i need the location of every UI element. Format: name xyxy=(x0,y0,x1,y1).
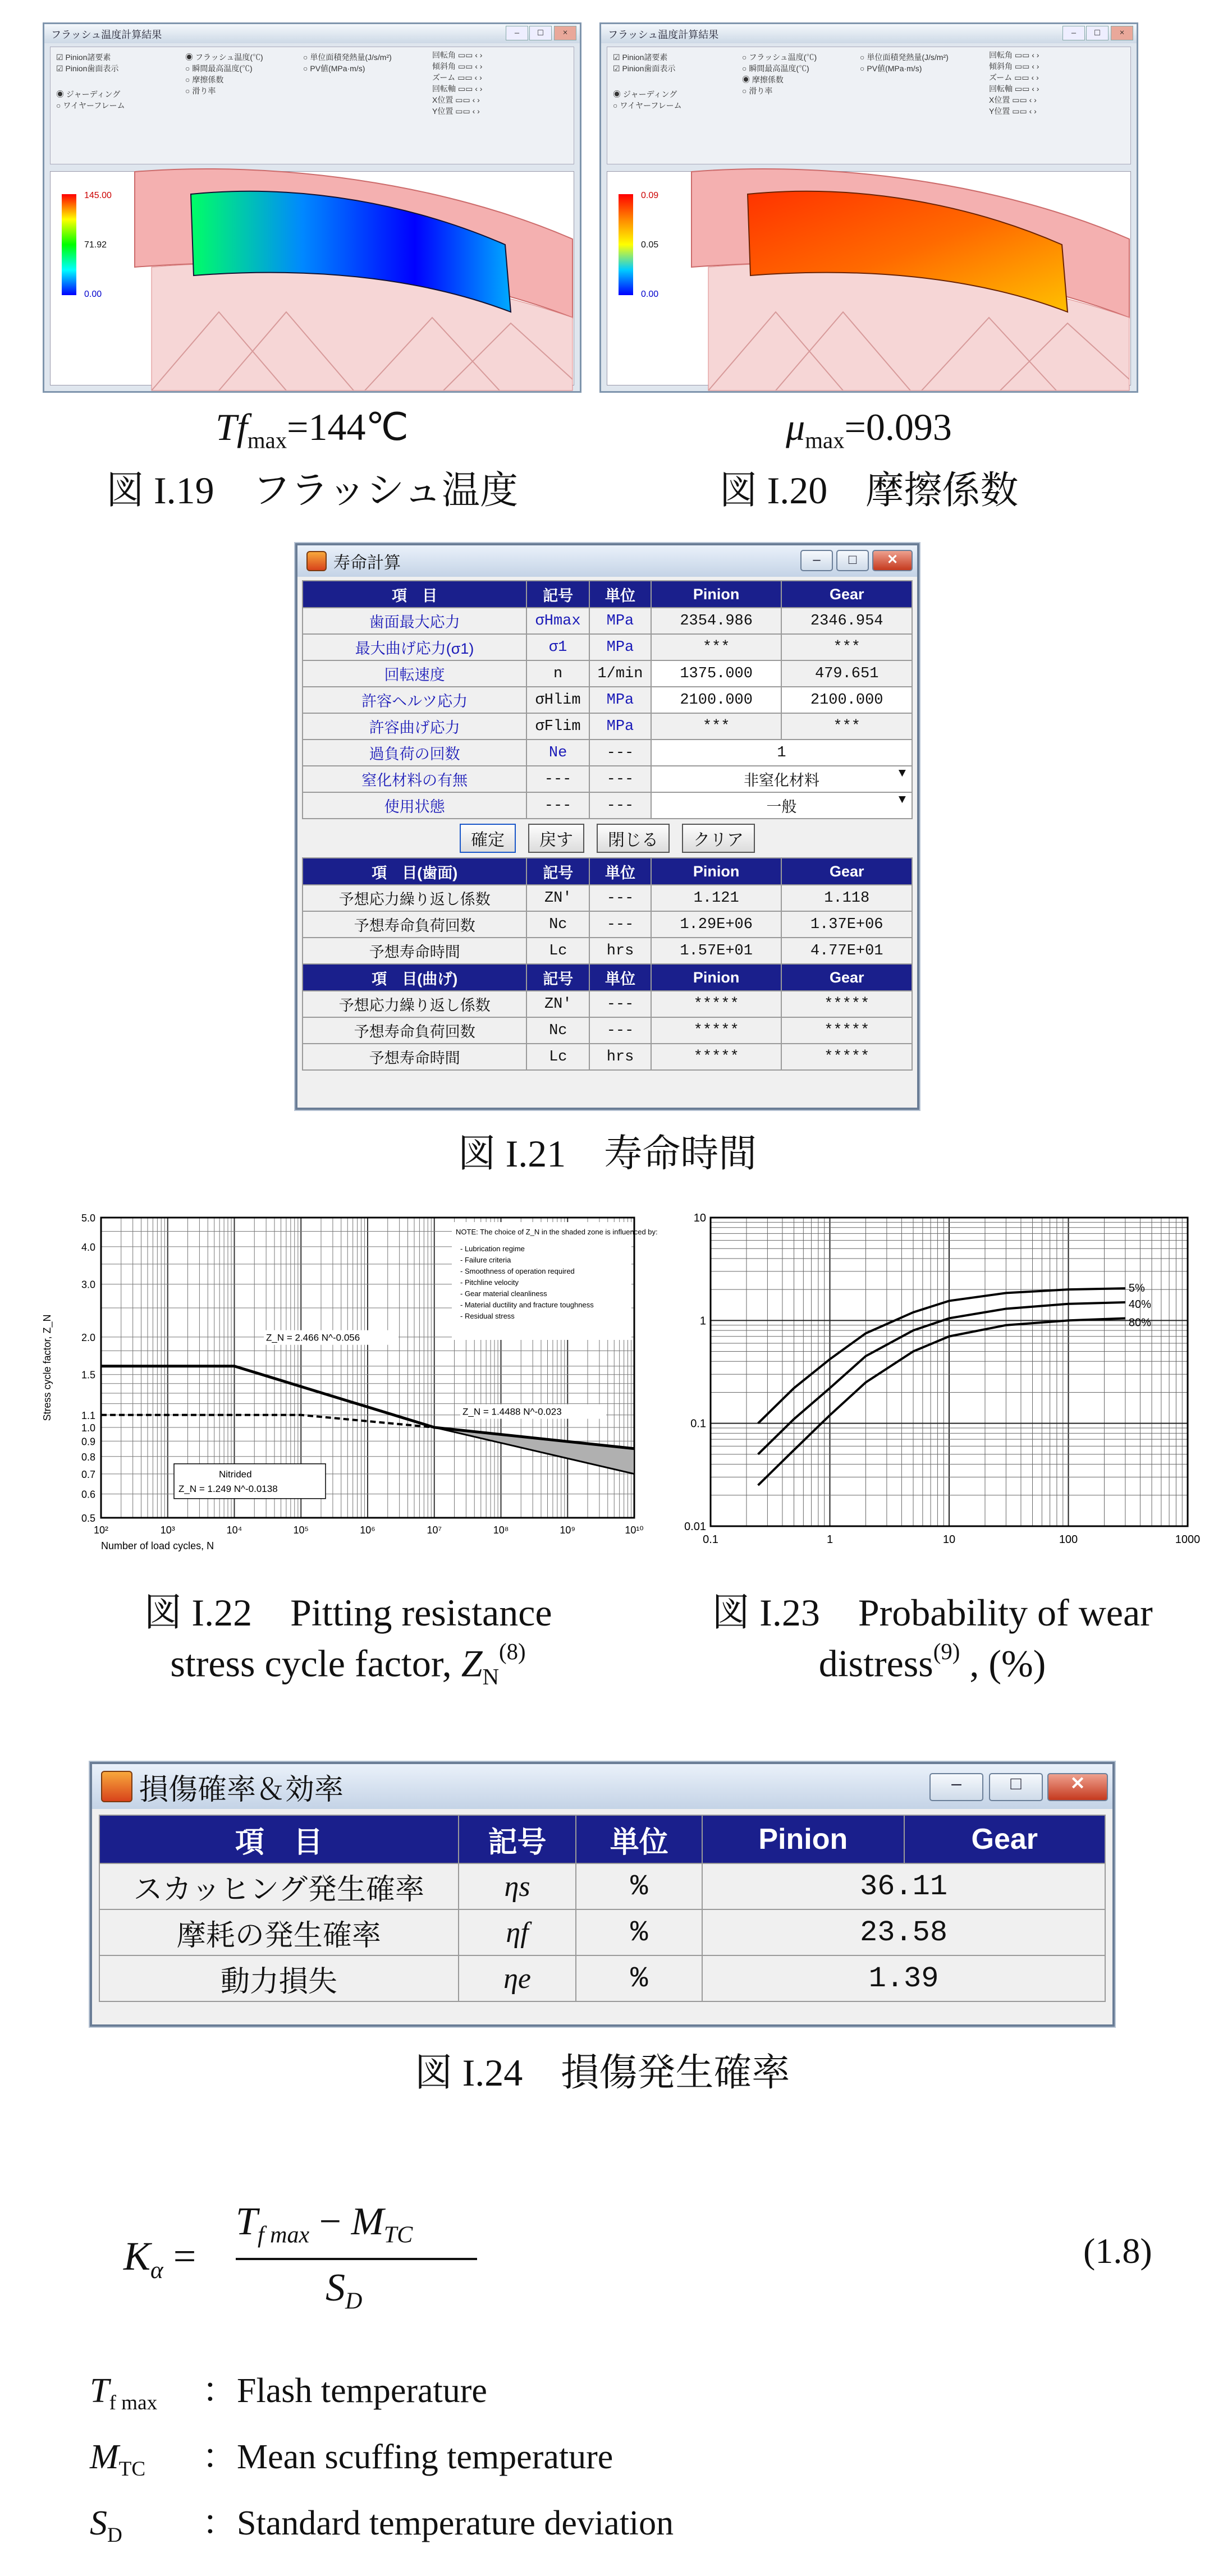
fig23-caption-line2: distress$^{(9)}$ , (%) xyxy=(818,1639,1046,1685)
col-item: 項 目 xyxy=(303,581,526,608)
param-y[interactable]: Y位置 ▭▭ ‹ › xyxy=(432,107,480,116)
table-row xyxy=(303,660,912,687)
table-row xyxy=(303,885,912,911)
scale-mid: 71.92 xyxy=(84,240,107,250)
window-title: フラッシュ温度計算結果 xyxy=(601,24,1137,43)
fig20-value: $\mu_{max}=0.093$ xyxy=(786,406,952,453)
nitrided-select[interactable]: 非窒化材料 ▼ xyxy=(651,766,912,792)
pitting-chart xyxy=(34,1206,658,1554)
damage-table xyxy=(99,1815,1106,2002)
x-tick-label: 10⁴ xyxy=(226,1525,242,1536)
minimize-button[interactable]: – xyxy=(800,550,833,571)
gear-value: ***** xyxy=(781,991,912,1017)
row-unit: MPa xyxy=(589,687,651,713)
param-x[interactable]: X位置 ▭▭ ‹ › xyxy=(989,95,1037,104)
table-row xyxy=(99,1863,1105,1909)
row-label: 歯面最大応力 xyxy=(303,608,526,634)
scuffing-probability-value: 36.11 xyxy=(702,1863,1105,1909)
option-peak-temp[interactable]: ○ 瞬間最高温度(℃) xyxy=(185,64,253,73)
gear-value: 1.37E+06 xyxy=(781,911,912,938)
row-label: 窒化材料の有無 xyxy=(303,766,526,792)
table-row xyxy=(303,608,912,634)
window-title: フラッシュ温度計算結果 xyxy=(44,24,580,43)
note-item: - Failure criteria xyxy=(460,1256,511,1264)
fig24-caption: 図 I.24 損傷発生確率 xyxy=(414,2051,790,2094)
param-y[interactable]: Y位置 ▭▭ ‹ › xyxy=(989,107,1037,116)
x-tick-label: 10² xyxy=(93,1525,109,1536)
clear-button[interactable]: クリア xyxy=(682,824,755,853)
option-slip[interactable]: ○ 滑り率 xyxy=(742,86,773,95)
close-button[interactable]: ✕ xyxy=(1047,1773,1108,1801)
y-tick-label: 0.9 xyxy=(81,1436,95,1448)
row-unit: hrs xyxy=(589,1044,651,1070)
row-symbol: σHmax xyxy=(526,608,589,634)
pinion-value: *** xyxy=(651,713,782,740)
pinion-value: ***** xyxy=(651,991,782,1017)
gear-hertz-input[interactable]: 2100.000 xyxy=(781,687,912,713)
y-tick-label: 0.6 xyxy=(81,1489,95,1500)
y-tick-label: 10 xyxy=(693,1212,706,1224)
close-button[interactable]: × xyxy=(1111,26,1133,40)
table-row xyxy=(303,792,912,819)
row-unit: % xyxy=(576,1863,702,1909)
row-unit: % xyxy=(576,1909,702,1955)
y-tick-label: 1.1 xyxy=(81,1409,95,1421)
pinion-value: ***** xyxy=(651,1017,782,1044)
face-life-table xyxy=(302,857,913,1071)
x-tick-label: 1000 xyxy=(1175,1533,1201,1546)
note-item: - Gear material cleanliness xyxy=(460,1289,547,1298)
confirm-button[interactable]: 確定 xyxy=(460,824,516,853)
friction-window xyxy=(599,22,1138,393)
option-friction[interactable]: ◉ 摩擦係数 xyxy=(742,75,784,84)
x-tick-label: 1 xyxy=(826,1533,833,1546)
option-pinion-surface[interactable]: ☑ Pinion歯面表示 xyxy=(613,64,676,73)
table-row xyxy=(99,1909,1105,1955)
row-symbol: ηe xyxy=(459,1955,576,2001)
table-row xyxy=(303,634,912,660)
y-tick-label: 1 xyxy=(699,1315,706,1328)
damage-probability-window xyxy=(90,1762,1115,2027)
row-symbol: --- xyxy=(526,792,589,819)
y-tick-label: 0.01 xyxy=(684,1521,706,1533)
row-label: 摩耗の発生確率 xyxy=(99,1909,459,1955)
option-pv[interactable]: ○ PV値(MPa·m/s) xyxy=(303,64,365,73)
row-label: 許容ヘルツ応力 xyxy=(303,687,526,713)
table-header xyxy=(303,581,912,608)
row-symbol: ηf xyxy=(459,1909,576,1955)
table-row xyxy=(303,991,912,1017)
minimize-button[interactable]: – xyxy=(929,1773,983,1801)
equation-1-8 xyxy=(123,2200,516,2329)
row-label: 予想応力繰り返し係数 xyxy=(303,991,526,1017)
y-tick-label: 0.1 xyxy=(690,1417,706,1430)
gear-value: 1.118 xyxy=(781,885,912,911)
gear-tooth-surface xyxy=(51,172,577,389)
series-label: 80% xyxy=(1128,1316,1151,1329)
col-gear: Gear xyxy=(781,858,912,885)
eq-label: Z_N = 1.4488 N^-0.023 xyxy=(462,1406,562,1417)
option-heat[interactable]: ○ 単位面積発熱量(J/s/m²) xyxy=(860,53,949,62)
param-tilt[interactable]: 傾斜角 ▭▭ ‹ › xyxy=(989,62,1039,71)
row-label: 回転速度 xyxy=(303,660,526,687)
row-symbol: σHlim xyxy=(526,687,589,713)
display-options-panel xyxy=(50,47,574,164)
y-tick-label: 5.0 xyxy=(81,1213,95,1224)
col-symbol: 記号 xyxy=(526,964,589,991)
series-label: 40% xyxy=(1128,1298,1151,1311)
row-unit: --- xyxy=(589,1017,651,1044)
col-gear: Gear xyxy=(781,581,912,608)
app-icon xyxy=(101,1771,132,1802)
param-rotation[interactable]: 回転角 ▭▭ ‹ › xyxy=(432,50,483,59)
y-tick-label: 3.0 xyxy=(81,1279,95,1291)
close-button[interactable]: × xyxy=(554,26,576,40)
table-row xyxy=(303,938,912,964)
col-unit: 単位 xyxy=(589,858,651,885)
gear-value: 479.651 xyxy=(781,660,912,687)
option-flash-temp[interactable]: ◉ フラッシュ温度(℃) xyxy=(185,53,263,62)
display-options-panel xyxy=(607,47,1131,164)
friction-plot xyxy=(607,171,1131,385)
row-unit: MPa xyxy=(589,634,651,660)
row-label: 過負荷の回数 xyxy=(303,740,526,766)
x-tick-label: 10¹⁰ xyxy=(625,1525,644,1536)
row-unit: --- xyxy=(589,911,651,938)
definition-row: $S_D$ ：Standard temperature deviation xyxy=(90,2504,674,2547)
x-tick-label: 100 xyxy=(1059,1533,1078,1546)
y-tick-label: 0.8 xyxy=(81,1451,95,1463)
nitrided-label: Nitrided xyxy=(219,1468,252,1480)
app-icon xyxy=(306,551,327,571)
col-pinion: Pinion xyxy=(651,581,782,608)
overload-count-input[interactable]: 1 xyxy=(651,740,912,766)
maximize-button[interactable]: □ xyxy=(836,550,869,571)
pitting-chart-svg xyxy=(34,1206,658,1554)
wear-chart xyxy=(666,1212,1199,1560)
fraction-bar xyxy=(236,2258,477,2260)
y-axis-label: Stress cycle factor, Z_N xyxy=(42,1314,53,1421)
param-x[interactable]: X位置 ▭▭ ‹ › xyxy=(432,95,480,104)
minimize-button[interactable]: – xyxy=(1062,26,1085,40)
undo-button[interactable]: 戻す xyxy=(528,824,584,853)
curve-nitrided xyxy=(101,1415,434,1427)
option-slip[interactable]: ○ 滑り率 xyxy=(185,86,216,95)
row-label: 予想寿命負荷回数 xyxy=(303,911,526,938)
col-gear: Gear xyxy=(781,964,912,991)
param-axis[interactable]: 回転軸 ▭▭ ‹ › xyxy=(989,84,1039,93)
col-symbol: 記号 xyxy=(459,1815,576,1863)
col-gear: Gear xyxy=(904,1815,1105,1863)
equation-number: (1.8) xyxy=(1083,2231,1152,2271)
minimize-button[interactable]: – xyxy=(506,26,528,40)
table-row xyxy=(303,687,912,713)
fig23-caption-line1: 図 I.23 Probability of wear xyxy=(712,1591,1153,1634)
table-header xyxy=(99,1815,1105,1863)
gear-value: ***** xyxy=(781,1044,912,1070)
row-label: 予想寿命時間 xyxy=(303,1044,526,1070)
row-unit: 1/min xyxy=(589,660,651,687)
y-tick-label: 2.0 xyxy=(81,1331,95,1343)
title-bar xyxy=(92,1764,1112,1809)
scale-min: 0.00 xyxy=(84,290,102,299)
note-item: - Residual stress xyxy=(460,1312,515,1320)
row-unit: % xyxy=(576,1955,702,2001)
y-tick-label: 0.7 xyxy=(81,1468,95,1480)
maximize-button[interactable]: □ xyxy=(1086,26,1109,40)
flash-temp-plot xyxy=(50,171,574,385)
row-label: 最大曲げ応力(σ1) xyxy=(303,634,526,660)
x-tick-label: 10⁵ xyxy=(293,1525,309,1536)
x-tick-label: 10⁹ xyxy=(560,1525,576,1536)
eq-label: Z_N = 1.249 N^-0.0138 xyxy=(178,1483,278,1494)
option-pv[interactable]: ○ PV値(MPa·m/s) xyxy=(860,64,922,73)
window-title: 寿命計算 xyxy=(333,554,401,572)
option-peak-temp[interactable]: ○ 瞬間最高温度(℃) xyxy=(742,64,809,73)
table-row xyxy=(303,766,912,792)
col-unit: 単位 xyxy=(576,1815,702,1863)
table-row xyxy=(303,911,912,938)
pinion-value: 1.121 xyxy=(651,885,782,911)
gear-tooth-surface xyxy=(607,172,1134,389)
y-tick-label: 4.0 xyxy=(81,1241,95,1253)
row-unit: --- xyxy=(589,766,651,792)
note-title: NOTE: The choice of Z_N in the shaded zone is influenced by: xyxy=(456,1228,658,1236)
row-symbol: σ1 xyxy=(526,634,589,660)
y-tick-label: 1.0 xyxy=(81,1422,95,1434)
table-row xyxy=(303,1017,912,1044)
gear-value: *** xyxy=(781,634,912,660)
option-wireframe[interactable]: ○ ワイヤーフレーム xyxy=(56,101,125,110)
col-item: 項 目 xyxy=(99,1815,459,1863)
pinion-value: 1.29E+06 xyxy=(651,911,782,938)
param-zoom[interactable]: ズーム ▭▭ ‹ › xyxy=(432,73,482,82)
row-unit: --- xyxy=(589,740,651,766)
table-row xyxy=(303,740,912,766)
row-label: 許容曲げ応力 xyxy=(303,713,526,740)
x-tick-label: 10⁸ xyxy=(493,1525,509,1536)
equation-lhs: $K_\alpha$ = xyxy=(123,2234,196,2284)
option-wireframe[interactable]: ○ ワイヤーフレーム xyxy=(613,101,682,110)
row-unit: --- xyxy=(589,991,651,1017)
x-tick-label: 10³ xyxy=(160,1525,175,1536)
y-tick-label: 1.5 xyxy=(81,1369,95,1381)
eq-label: Z_N = 2.466 N^-0.056 xyxy=(266,1332,360,1343)
pinion-value: 2354.986 xyxy=(651,608,782,634)
x-tick-label: 0.1 xyxy=(703,1533,718,1546)
table-row xyxy=(303,713,912,740)
fig21-caption: 図 I.21 寿命時間 xyxy=(457,1132,757,1175)
row-label: スカッヒング発生確率 xyxy=(99,1863,459,1909)
pinion-value: *** xyxy=(651,634,782,660)
row-label: 使用状態 xyxy=(303,792,526,819)
life-input-table xyxy=(302,580,913,819)
row-label: 予想寿命時間 xyxy=(303,938,526,964)
option-shading[interactable]: ◉ ジャーディング xyxy=(56,90,121,99)
maximize-button[interactable]: □ xyxy=(989,1773,1043,1801)
series-label: 5% xyxy=(1128,1282,1145,1295)
table-header xyxy=(303,964,912,991)
equation-numerator: $T_{f max} - M_{TC}$ xyxy=(236,2200,413,2248)
fig22-caption-line2: stress cycle factor, $Z_N^{(8)}$ xyxy=(170,1639,526,1689)
col-unit: 単位 xyxy=(589,581,651,608)
definition-row: $T_{f max}$ ：Flash temperature xyxy=(90,2372,487,2415)
definition-row: $M_{TC}$ ：Mean scuffing temperature xyxy=(90,2438,613,2481)
option-heat[interactable]: ○ 単位面積発熱量(J/s/m²) xyxy=(303,53,392,62)
note-item: - Pitchline velocity xyxy=(460,1278,519,1287)
wear-probability-value: 23.58 xyxy=(702,1909,1105,1955)
row-symbol: ZN' xyxy=(526,885,589,911)
note-item: - Smoothness of operation required xyxy=(460,1267,575,1275)
dropdown-arrow-icon[interactable]: ▼ xyxy=(898,793,906,807)
row-symbol: Nc xyxy=(526,911,589,938)
param-axis[interactable]: 回転軸 ▭▭ ‹ › xyxy=(432,84,483,93)
row-label: 予想寿命負荷回数 xyxy=(303,1017,526,1044)
col-pinion: Pinion xyxy=(651,964,782,991)
option-flash-temp[interactable]: ○ フラッシュ温度(℃) xyxy=(742,53,817,62)
fig22-caption-line1: 図 I.22 Pitting resistance xyxy=(144,1591,552,1634)
power-loss-value: 1.39 xyxy=(702,1955,1105,2001)
col-pinion: Pinion xyxy=(651,858,782,885)
row-symbol: Lc xyxy=(526,938,589,964)
row-unit: --- xyxy=(589,885,651,911)
y-tick-label: 0.5 xyxy=(81,1513,95,1524)
row-symbol: --- xyxy=(526,766,589,792)
pinion-speed-input[interactable]: 1375.000 xyxy=(651,660,782,687)
option-pinion-surface[interactable]: ☑ Pinion歯面表示 xyxy=(56,64,119,73)
col-symbol: 記号 xyxy=(526,858,589,885)
x-tick-label: 10⁷ xyxy=(427,1525,442,1536)
scale-max: 0.09 xyxy=(641,191,659,200)
window-title: 損傷確率＆効率 xyxy=(139,1773,344,1806)
col-unit: 単位 xyxy=(589,964,651,991)
fig20-caption: 図 I.20 摩擦係数 xyxy=(719,469,1019,512)
x-axis-label: Number of load cycles, N xyxy=(101,1540,214,1551)
row-unit: hrs xyxy=(589,938,651,964)
row-unit: MPa xyxy=(589,713,651,740)
usage-select[interactable]: 一般 ▼ xyxy=(651,792,912,819)
equation-denominator: $S_D$ xyxy=(326,2266,363,2315)
gear-value: 4.77E+01 xyxy=(781,938,912,964)
param-tilt[interactable]: 傾斜角 ▭▭ ‹ › xyxy=(432,62,483,71)
x-tick-label: 10⁶ xyxy=(360,1525,375,1536)
wear-chart-svg xyxy=(666,1212,1199,1560)
maximize-button[interactable]: □ xyxy=(529,26,552,40)
param-rotation[interactable]: 回転角 ▭▭ ‹ › xyxy=(989,50,1039,59)
option-pinion-elements[interactable]: ☑ Pinion諸要素 xyxy=(613,53,668,62)
gear-value: ***** xyxy=(781,1017,912,1044)
row-symbol: σFlim xyxy=(526,713,589,740)
option-pinion-elements[interactable]: ☑ Pinion諸要素 xyxy=(56,53,111,62)
col-item: 項 目(曲げ) xyxy=(303,964,526,991)
table-header xyxy=(303,858,912,885)
life-calc-window xyxy=(295,543,919,1110)
scale-min: 0.00 xyxy=(641,290,659,299)
note-item: - Lubrication regime xyxy=(460,1245,525,1253)
row-label: 予想応力繰り返し係数 xyxy=(303,885,526,911)
row-symbol: Lc xyxy=(526,1044,589,1070)
row-label: 動力損失 xyxy=(99,1955,459,2001)
option-shading[interactable]: ◉ ジャーディング xyxy=(613,90,677,99)
row-symbol: n xyxy=(526,660,589,687)
scale-mid: 0.05 xyxy=(641,240,659,250)
scale-max: 145.00 xyxy=(84,191,112,200)
action-buttons xyxy=(302,819,913,857)
title-bar xyxy=(297,545,917,577)
close-button[interactable]: ✕ xyxy=(872,550,913,571)
table-row xyxy=(303,1044,912,1070)
x-tick-label: 10 xyxy=(942,1533,956,1546)
gear-value: *** xyxy=(781,713,912,740)
col-symbol: 記号 xyxy=(526,581,589,608)
row-symbol: ZN' xyxy=(526,991,589,1017)
table-row xyxy=(99,1955,1105,2001)
pinion-value: ***** xyxy=(651,1044,782,1070)
fig19-caption: 図 I.19 フラッシュ温度 xyxy=(106,469,518,512)
col-item: 項 目(歯面) xyxy=(303,858,526,885)
row-unit: MPa xyxy=(589,608,651,634)
pinion-hertz-input[interactable]: 2100.000 xyxy=(651,687,782,713)
close-dialog-button[interactable]: 閉じる xyxy=(597,824,670,853)
row-symbol: ηs xyxy=(459,1863,576,1909)
dropdown-arrow-icon[interactable]: ▼ xyxy=(898,766,906,780)
row-symbol: Ne xyxy=(526,740,589,766)
param-zoom[interactable]: ズーム ▭▭ ‹ › xyxy=(989,73,1039,82)
col-pinion: Pinion xyxy=(702,1815,904,1863)
row-unit: --- xyxy=(589,792,651,819)
flash-temperature-window xyxy=(43,22,581,393)
note-item: - Material ductility and fracture toughness xyxy=(460,1301,594,1309)
option-friction[interactable]: ○ 摩擦係数 xyxy=(185,75,224,84)
row-symbol: Nc xyxy=(526,1017,589,1044)
fig19-value: $Tf_{max}=144℃$ xyxy=(216,406,409,453)
pinion-value: 1.57E+01 xyxy=(651,938,782,964)
gear-value: 2346.954 xyxy=(781,608,912,634)
